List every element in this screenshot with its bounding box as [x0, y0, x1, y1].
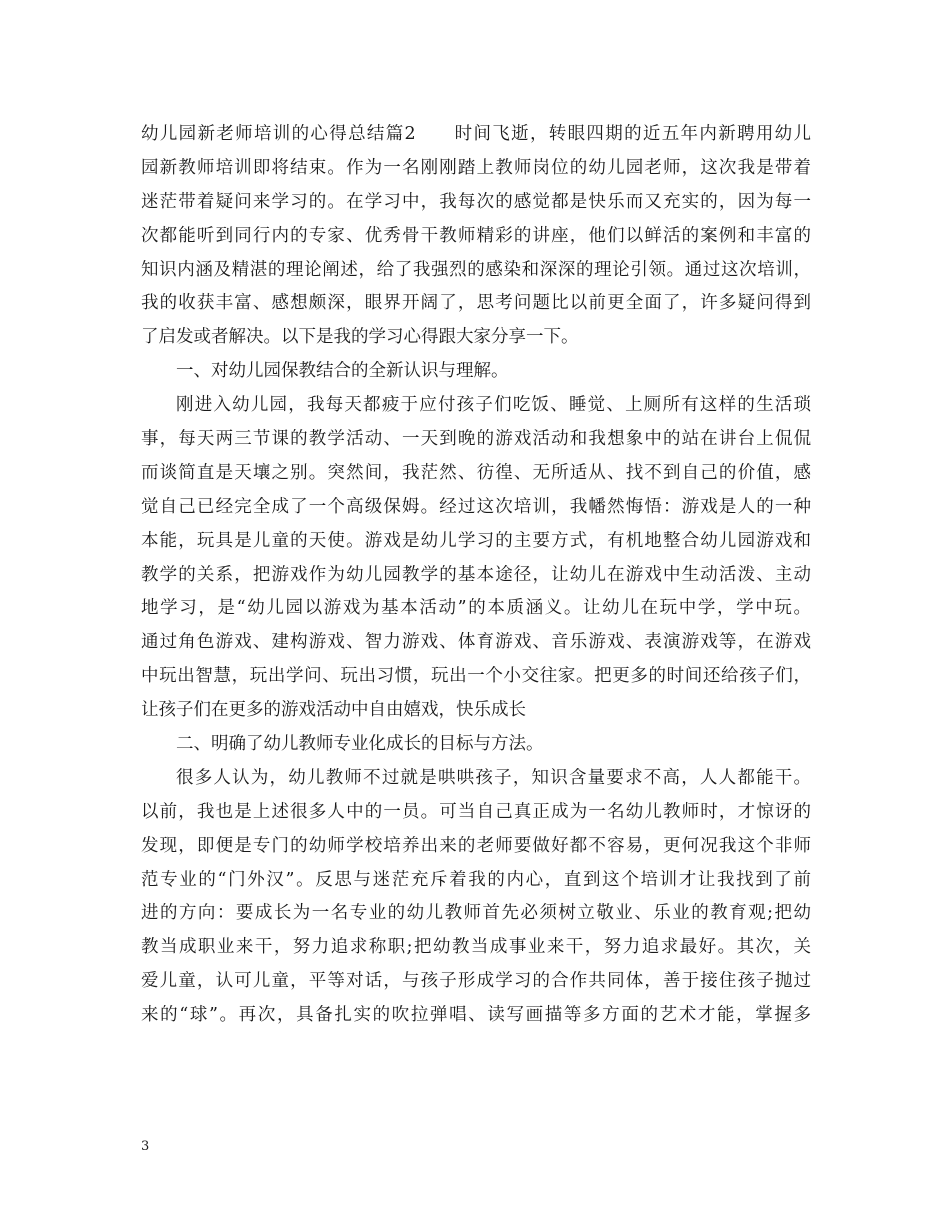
text-line: 教学的关系，把游戏作为幼儿园教学的基本途径，让幼儿在游戏中生动活泼、主动 [141, 564, 811, 585]
text-line: 通过角色游戏、建构游戏、智力游戏、体育游戏、音乐游戏、表演游戏等，在游戏 [141, 632, 811, 653]
text-line: 地学习，是“幼儿园以游戏为基本活动”的本质涵义。让幼儿在玩中学，学中玩。 [141, 598, 811, 619]
section-heading: 二、明确了幼儿教师专业化成长的目标与方法。 [176, 734, 544, 755]
text-line: 而谈简直是天壤之别。突然间，我茫然、彷徨、无所适从、找不到自己的价值，感 [141, 462, 811, 483]
text-line: 幼儿园新老师培训的心得总结篇2 时间飞逝，转眼四期的近五年内新聘用幼儿 [141, 124, 811, 144]
text-line: 范专业的“门外汉”。反思与迷茫充斥着我的内心，直到这个培训才让我找到了前 [141, 869, 811, 890]
text-line: 教当成职业来干，努力追求称职;把幼教当成事业来干，努力追求最好。其次，关 [141, 937, 811, 958]
section-heading: 一、对幼儿园保教结合的全新认识与理解。 [176, 361, 509, 382]
text-line: 中玩出智慧，玩出学问、玩出习惯，玩出一个小交往家。把更多的时间还给孩子们， [141, 666, 811, 687]
page-number: 3 [141, 1139, 150, 1154]
text-line: 发现，即便是专门的幼师学校培养出来的老师要做好都不容易，更何况我这个非师 [141, 835, 811, 856]
text-line: 知识内涵及精湛的理论阐述，给了我强烈的感染和深深的理论引领。通过这次培训， [141, 259, 811, 280]
text-line: 事，每天两三节课的教学活动、一天到晚的游戏活动和我想象中的站在讲台上侃侃 [141, 429, 811, 450]
text-line: 迷茫带着疑问来学习的。在学习中，我每次的感觉都是快乐而又充实的，因为每一 [141, 191, 811, 212]
text-line: 来的“球”。再次，具备扎实的吹拉弹唱、读写画描等多方面的艺术才能，掌握多 [141, 1005, 811, 1026]
text-line: 让孩子们在更多的游戏活动中自由嬉戏，快乐成长 [141, 700, 526, 721]
text-line: 以前，我也是上述很多人中的一员。可当自己真正成为一名幼儿教师时，才惊讶的 [141, 801, 811, 822]
text-line: 本能，玩具是儿童的天使。游戏是幼儿学习的主要方式，有机地整合幼儿园游戏和 [141, 530, 811, 551]
text-line: 次都能听到同行内的专家、优秀骨干教师精彩的讲座，他们以鲜活的案例和丰富的 [141, 225, 811, 246]
text-line: 觉自己已经完全成了一个高级保姆。经过这次培训，我幡然悔悟：游戏是人的一种 [141, 496, 811, 517]
text-line: 进的方向：要成长为一名专业的幼儿教师首先必须树立敬业、乐业的教育观;把幼 [141, 903, 811, 924]
text-line: 了启发或者解决。以下是我的学习心得跟大家分享一下。 [141, 327, 579, 348]
text-line: 很多人认为，幼儿教师不过就是哄哄孩子，知识含量要求不高，人人都能干。 [176, 767, 811, 788]
text-line: 园新教师培训即将结束。作为一名刚刚踏上教师岗位的幼儿园老师，这次我是带着 [141, 157, 811, 178]
text-line: 刚进入幼儿园，我每天都疲于应付孩子们吃饭、睡觉、上厕所有这样的生活琐 [176, 395, 811, 416]
text-line: 爱儿童，认可儿童，平等对话，与孩子形成学习的合作共同体，善于接住孩子抛过 [141, 971, 811, 992]
text-line: 我的收获丰富、感想颇深，眼界开阔了，思考问题比以前更全面了，许多疑问得到 [141, 293, 811, 314]
document-body [141, 118, 811, 1033]
